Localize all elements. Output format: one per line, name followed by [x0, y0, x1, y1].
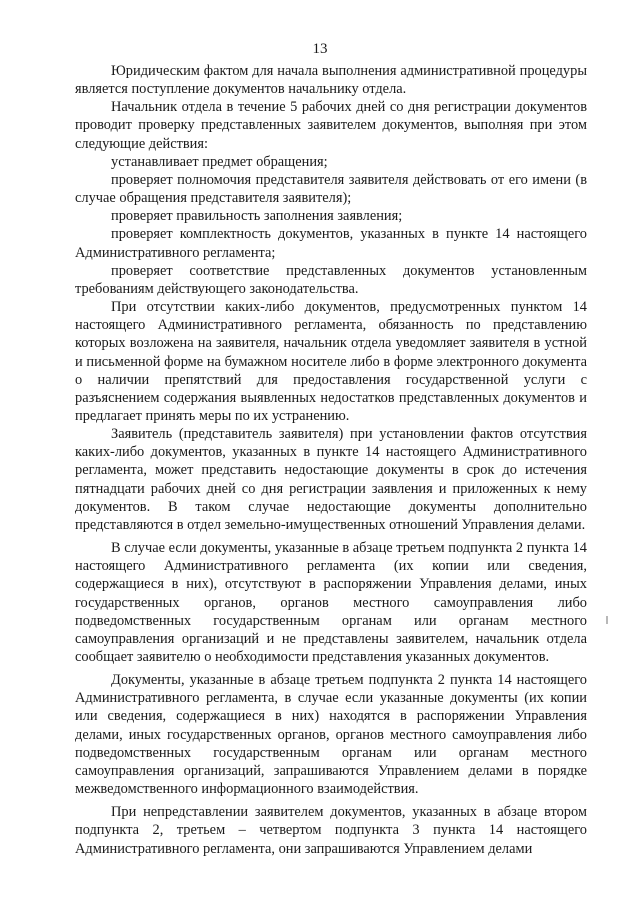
page-number: 13	[312, 41, 328, 57]
paragraph: проверяет правильность заполнения заявления;	[111, 208, 403, 225]
paragraph: В случае если документы, указанные в абзаце третьем подпункта 2 пункта 14 настоящего Административного регламента (их копии или сведения, содержащиеся в них), отсутствуют в распоряжении Управления делами, иных государственных органов, органов местного самоуправления либо подведомственных государственным органам или органам местного самоуправления организаций и не представлены заявителем, начальник отдела сообщает заявителю о необходимости представления указанных документов.	[75, 540, 587, 665]
paragraph: При отсутствии каких-либо документов, предусмотренных пунктом 14 настоящего Административного регламента, обязанность по представлению которых возложена на заявителя, начальник отдела уведомляет заявителя в устной и письменной форме на бумажном носителе либо в форме электронного документа о наличии препятствий для предоставления государственной услуги с разъяснением содержания выявленных недостатков представленных документов и предлагает принять меры по их устранению.	[75, 299, 587, 424]
paragraph: проверяет полномочия представителя заявителя действовать от его имени (в случае обращения представителя заявителя);	[75, 171, 587, 207]
paragraph: Юридическим фактом для начала выполнения административной процедуры является поступление документов начальнику отдела.	[75, 63, 587, 98]
paragraph: Начальник отдела в течение 5 рабочих дней со дня регистрации документов проводит проверку представленных заявителем документов, выполняя при этом следующие действия:	[75, 99, 587, 152]
paragraph: проверяет соответствие представленных документов установленным требованиям действующего законодательства.	[75, 262, 587, 297]
document-body	[75, 62, 587, 858]
paragraph: Заявитель (представитель заявителя) при установлении фактов отсутствия каких-либо документов, указанных в пункте 14 настоящего Административного регламента, может представить недостающие документы в срок до истечения пятнадцати рабочих дней со дня регистрации заявления и приложенных к нему документов. В таком случае недостающие документы дополнительно представляются в отдел земельно-имущественных отношений Управления делами.	[75, 426, 587, 533]
paragraph: устанавливает предмет обращения;	[111, 153, 328, 170]
paragraph: проверяет комплектность документов, указанных в пункте 14 настоящего Административного регламента;	[75, 226, 587, 261]
paragraph: При непредставлении заявителем документов, указанных в абзаце втором подпункта 2, третьем – четвертом подпункта 3 пункта 14 настоящего Административного регламента, они запрашиваются Управлением делами	[75, 804, 587, 857]
scan-margin-mark	[606, 616, 608, 624]
paragraph: Документы, указанные в абзаце третьем подпункта 2 пункта 14 настоящего Административного регламента, в случае если указанные документы (их копии или сведения, содержащиеся в них) находятся в распоряжении Управления делами, иных государственных органов, органов местного самоуправления либо подведомственных государственным органам или органам местного самоуправления организаций, запрашиваются Управлением делами в порядке межведомственного информационного взаимодействия.	[75, 672, 587, 798]
